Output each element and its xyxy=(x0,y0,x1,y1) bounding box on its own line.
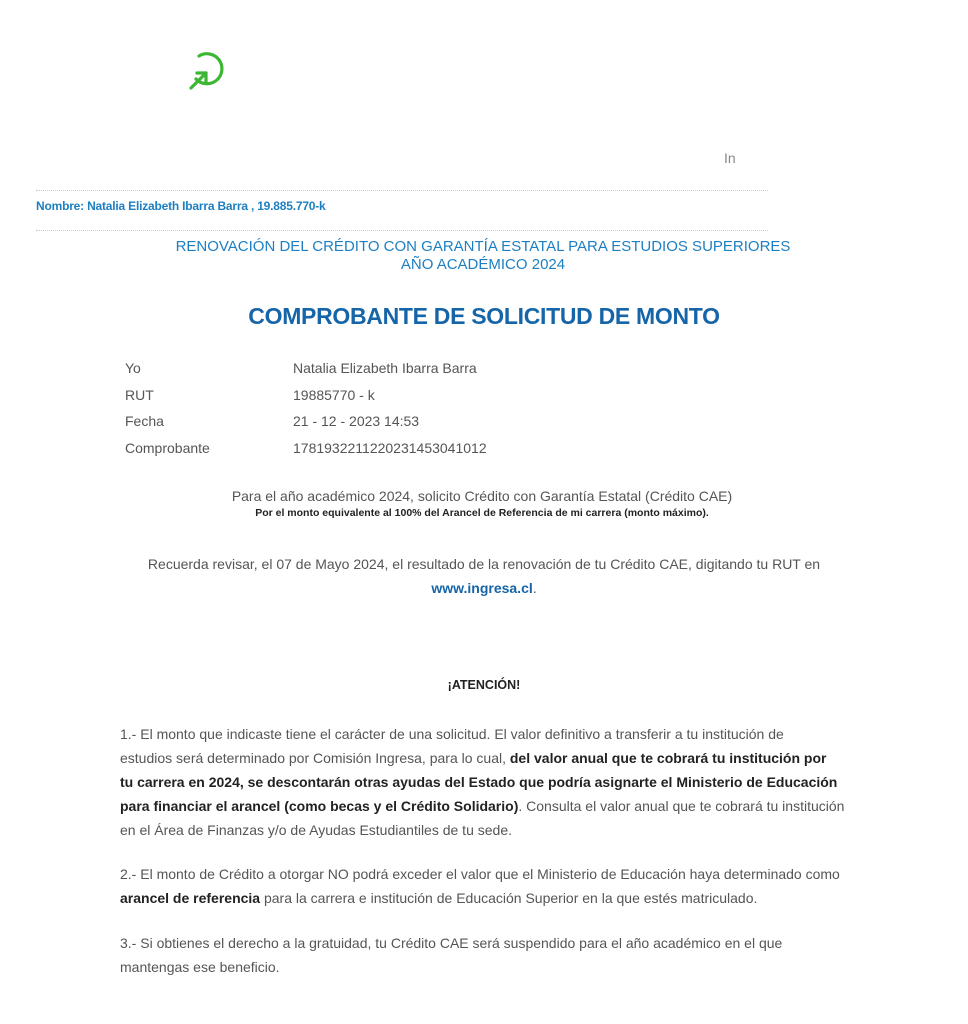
paragraph-text: para la carrera e institución de Educación Superior en la que estés matriculado. xyxy=(260,890,758,906)
paragraph-line xyxy=(120,770,838,794)
detail-value: Natalia Elizabeth Ibarra Barra xyxy=(293,360,477,377)
detail-value: 1781932211220231453041012 xyxy=(293,439,487,456)
paragraph-bold-text: para financiar el arancel (como becas y el Crédito Solidario) xyxy=(120,798,519,814)
paragraph-bold-text: del valor anual que te cobrará tu institución por xyxy=(509,750,827,766)
paragraph-bold-text: arancel de referencia xyxy=(120,890,261,906)
student-name-rut: Nombre: Natalia Elizabeth Ibarra Barra , 19.885.770-k xyxy=(36,199,326,213)
paragraph-text: . Consulta el valor anual que te cobrará tu institución xyxy=(518,798,845,814)
detail-row xyxy=(125,408,487,435)
detail-row xyxy=(125,355,487,382)
paragraph-bold-text: tu carrera en 2024, se descontarán otras ayudas del Estado que podría asignarte el Ministerio de Educación xyxy=(120,774,838,790)
ingresa-arrow-logo-icon xyxy=(186,48,230,92)
detail-row xyxy=(125,435,487,462)
detail-label: Fecha xyxy=(125,413,164,430)
paragraph-line: 3.- Si obtienes el derecho a la gratuidad, tu Crédito CAE será suspendido para el año académico en el que xyxy=(120,935,783,951)
detail-label: RUT xyxy=(125,386,154,403)
paragraph-line: 2.- El monto de Crédito a otorgar NO podrá exceder el valor que el Ministerio de Educación haya determinado como xyxy=(120,866,840,882)
attention-heading: ¡ATENCIÓN! xyxy=(447,678,521,692)
paragraph-text: estudios será determinado por Comisión Ingresa, para lo cual, xyxy=(120,750,510,766)
subtitle xyxy=(28,238,938,274)
detail-value: 21 - 12 - 2023 14:53 xyxy=(293,413,420,430)
paragraph-line xyxy=(120,746,827,770)
divider xyxy=(36,190,768,191)
details-table xyxy=(125,355,487,461)
request-statement: Para el año académico 2024, solicito Crédito con Garantía Estatal (Crédito CAE) xyxy=(231,488,733,504)
reminder-text: Recuerda revisar, el 07 de Mayo 2024, el resultado de la renovación de tu Crédito CAE, digitando tu RUT en xyxy=(147,556,821,572)
attention-paragraph-1 xyxy=(120,722,845,842)
subtitle-line2: AÑO ACADÉMICO 2024 xyxy=(400,256,566,273)
attention-paragraph-2 xyxy=(120,862,840,910)
paragraph-line: mantengas ese beneficio. xyxy=(120,959,280,975)
detail-row xyxy=(125,382,487,409)
ingresa-website-link[interactable]: www.ingresa.cl xyxy=(431,580,533,596)
detail-label: Yo xyxy=(125,360,141,377)
detail-label: Comprobante xyxy=(125,439,210,456)
paragraph-line xyxy=(120,886,768,910)
attention-paragraph-3 xyxy=(120,931,783,979)
reminder-tail: . xyxy=(532,580,537,596)
request-note: Por el monto equivalente al 100% del Arancel de Referencia de mi carrera (monto máximo). xyxy=(255,507,709,519)
subtitle-line1: RENOVACIÓN DEL CRÉDITO CON GARANTÍA ESTATAL PARA ESTUDIOS SUPERIORES xyxy=(175,238,791,255)
paragraph-line xyxy=(120,794,845,818)
reminder-link-line xyxy=(0,580,968,596)
header-nav-fragment[interactable]: In xyxy=(724,150,736,166)
detail-value: 19885770 - k xyxy=(293,386,375,403)
paragraph-line: 1.- El monto que indicaste tiene el carácter de una solicitud. El valor definitivo a transferir a tu institución de xyxy=(120,726,784,742)
page-title: COMPROBANTE DE SOLICITUD DE MONTO xyxy=(248,303,720,329)
divider xyxy=(36,230,768,231)
paragraph-line: en el Área de Finanzas y/o de Ayudas Estudiantiles de tu sede. xyxy=(120,822,512,838)
